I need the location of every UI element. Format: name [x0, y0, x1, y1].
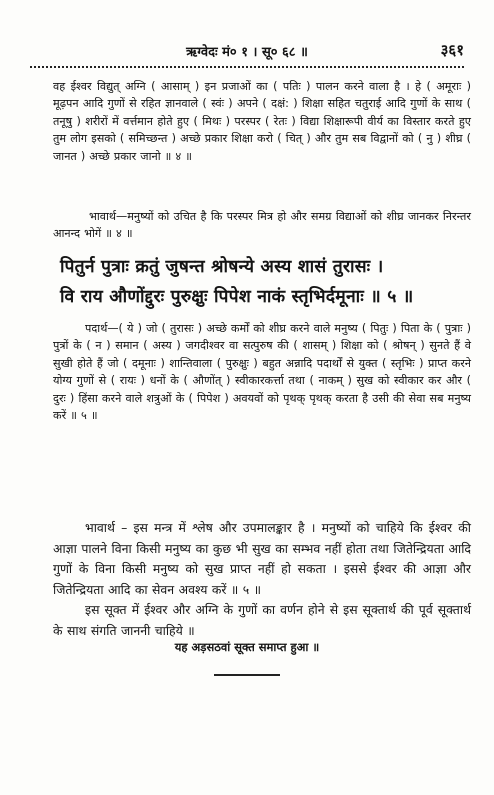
paragraph-purport-verse-5: भावार्थ – इस मन्त्र में श्लेष और उपमालङ्कार है । मनुष्यों को चाहिये कि ईश्वर की आज्ञा पालने विना किसी मनुष्य का कुछ भी सुख का सम्भव नहीं होता तथा जितेन्द्रियता आदि गुणों के विना किसी मनुष्य को सुख प्राप्त नहीं हो सकता । इससे ईश्वर की आज्ञा और जितेन्द्रियता आदि का सेवन अवश्य करें ॥ ५ ॥	[53, 520, 472, 597]
page-number: ३६१	[440, 41, 464, 59]
paragraph-purport-verse-4: भावार्थ—मनुष्यों को उचित है कि परस्पर मित्र हो और समग्र विद्याओं को शीघ्र जानकर निरन्तर आनन्द भोगें ॥ ४ ॥	[53, 210, 471, 241]
page-header	[0, 40, 494, 62]
paragraph-word-meaning-verse-5: पदार्थ—( ये ) जो ( तुरासः ) अच्छे कर्मों को शीघ्र करने वाले मनुष्य ( पितुः ) पिता के ( पुत्राः ) पुत्रों के ( न ) समान ( अस्य ) जगदीश्वर वा सत्पुरुष की ( शासम् ) शिक्षा को ( श्रोषन् ) सुनते हैं वे सुखी होते हैं जो ( दमूनाः ) शान्तिवाला ( पुरुक्षुः ) बहुत अन्नादि पदार्थों से युक्त ( स्तृभिः ) प्राप्त करने योग्य गुणों से ( रायः ) धनों के ( औणोंत् ) स्वीकारकर्त्ता तथा ( नाकम् ) सुख को स्वीकार कर और ( दुरः ) हिंसा करने वाले शत्रुओं के ( पिपेश ) अवयवों को पृथक् पृथक् करता है उसी की सेवा सब मनुष्य करें ॥ ५ ॥	[53, 322, 471, 423]
paragraph-sukta-summary: इस सूक्त में ईश्वर और अग्नि के गुणों का वर्णन होने से इस सूक्तार्थ की पूर्व सूक्तार्थ के साथ संगति जाननी चाहिये ॥	[53, 602, 471, 638]
verse-line-1: पितुर्न पुत्राः क्रतुं जुषन्त श्रोषन्ये अस्य शासं तुरासः ।	[60, 257, 384, 277]
sukta-closing-line: यह अड़सठवां सूक्त समाप्त हुआ ॥	[174, 640, 320, 654]
end-divider	[214, 674, 280, 676]
running-title: ऋग्वेदः मं० १ । सू० ६८ ॥	[186, 45, 308, 60]
sanskrit-verse	[60, 252, 470, 312]
paragraph-meaning-verse-4: वह ईश्वर विद्युत् अग्नि ( आसाम् ) इन प्रजाओं का ( पतिः ) पालन करने वाला है । हे ( अमूराः ) मूढ़पन आदि गुणों से रहित ज्ञानवाले ( स्वंः ) अपने ( दक्षं: ) शिक्षा सहित चतुराई आदि गुणों के साथ ( तनूषु ) शरीरों में वर्त्तमान होते हुए ( मिथः ) परस्पर ( रेतः ) विद्या शिक्षारूपी वीर्य का विस्तार करते हुए तुम लोग इसको ( समिच्छन्त ) अच्छे प्रकार शिक्षा करो ( चित् ) और तुम सब विद्वानों को ( नु ) शीघ्र ( जानत ) अच्छे प्रकार जानो ॥ ४ ॥	[53, 80, 471, 163]
verse-line-2: वि राय औणोंद्दुरः पुरुक्षुः पिपेश नाकं स्तृभिर्दमूनाः ॥ ५ ॥	[60, 287, 414, 307]
header-divider	[30, 66, 464, 68]
